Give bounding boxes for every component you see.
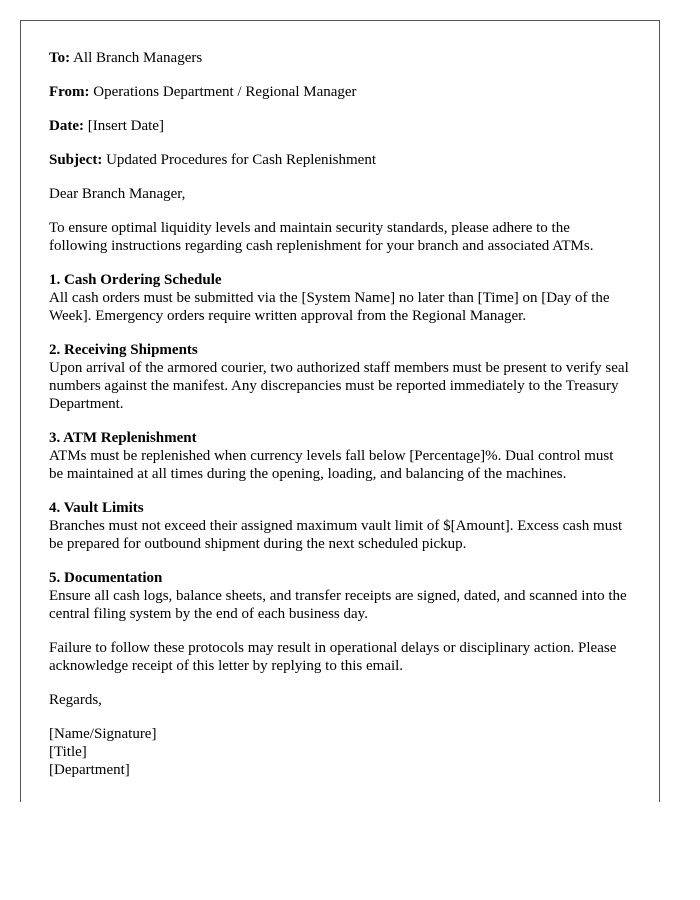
letter-page: [20, 20, 660, 802]
date-value: [Insert Date]: [87, 118, 164, 134]
section-body: ATMs must be replenished when currency levels fall below [Percentage]%. Dual control must be maintained at all times during the opening, loading, and balancing of the machines.: [49, 448, 614, 482]
date-line: [49, 117, 631, 135]
section-title: 2. Receiving Shipments: [49, 342, 198, 358]
signature-department: [Department]: [49, 762, 130, 778]
section-body: Branches must not exceed their assigned maximum vault limit of $[Amount]. Excess cash must be prepared for outbound shipment during the next scheduled pickup.: [49, 518, 623, 552]
signature-title: [Title]: [49, 744, 87, 760]
salutation: Dear Branch Manager,: [49, 186, 186, 202]
section-vault-limits: [49, 499, 631, 553]
section-cash-ordering: [49, 271, 631, 325]
subject-label: Subject:: [49, 152, 103, 168]
to-line: [49, 49, 631, 67]
section-body: Ensure all cash logs, balance sheets, and transfer receipts are signed, dated, and scanned into the central filing system by the end of each business day.: [49, 588, 627, 622]
from-label: From:: [49, 84, 90, 100]
subject-value: Updated Procedures for Cash Replenishment: [106, 152, 377, 168]
to-label: To:: [49, 50, 71, 66]
intro-paragraph: To ensure optimal liquidity levels and maintain security standards, please adhere to the following instructions regarding cash replenishment for your branch and associated ATMs.: [49, 220, 594, 254]
from-value: Operations Department / Regional Manager: [93, 84, 357, 100]
section-receiving-shipments: [49, 341, 631, 413]
section-atm-replenishment: [49, 429, 631, 483]
section-title: 4. Vault Limits: [49, 500, 144, 516]
section-title: 1. Cash Ordering Schedule: [49, 272, 222, 288]
subject-line: [49, 151, 631, 169]
section-body: Upon arrival of the armored courier, two authorized staff members must be present to verify seal numbers against the manifest. Any discrepancies must be reported immediately to the Treasury Department.: [49, 360, 629, 412]
from-line: [49, 83, 631, 101]
signature-name: [Name/Signature]: [49, 726, 157, 742]
section-title: 5. Documentation: [49, 570, 163, 586]
regards: Regards,: [49, 692, 102, 708]
to-value: All Branch Managers: [73, 50, 203, 66]
section-body: All cash orders must be submitted via the [System Name] no later than [Time] on [Day of the Week]. Emergency orders require written approval from the Regional Manager.: [49, 290, 610, 324]
closing-paragraph: Failure to follow these protocols may result in operational delays or disciplinary action. Please acknowledge receipt of this letter by replying to this email.: [49, 640, 617, 674]
date-label: Date:: [49, 118, 84, 134]
section-title: 3. ATM Replenishment: [49, 430, 197, 446]
section-documentation: [49, 569, 631, 623]
signature-block: [49, 725, 631, 779]
